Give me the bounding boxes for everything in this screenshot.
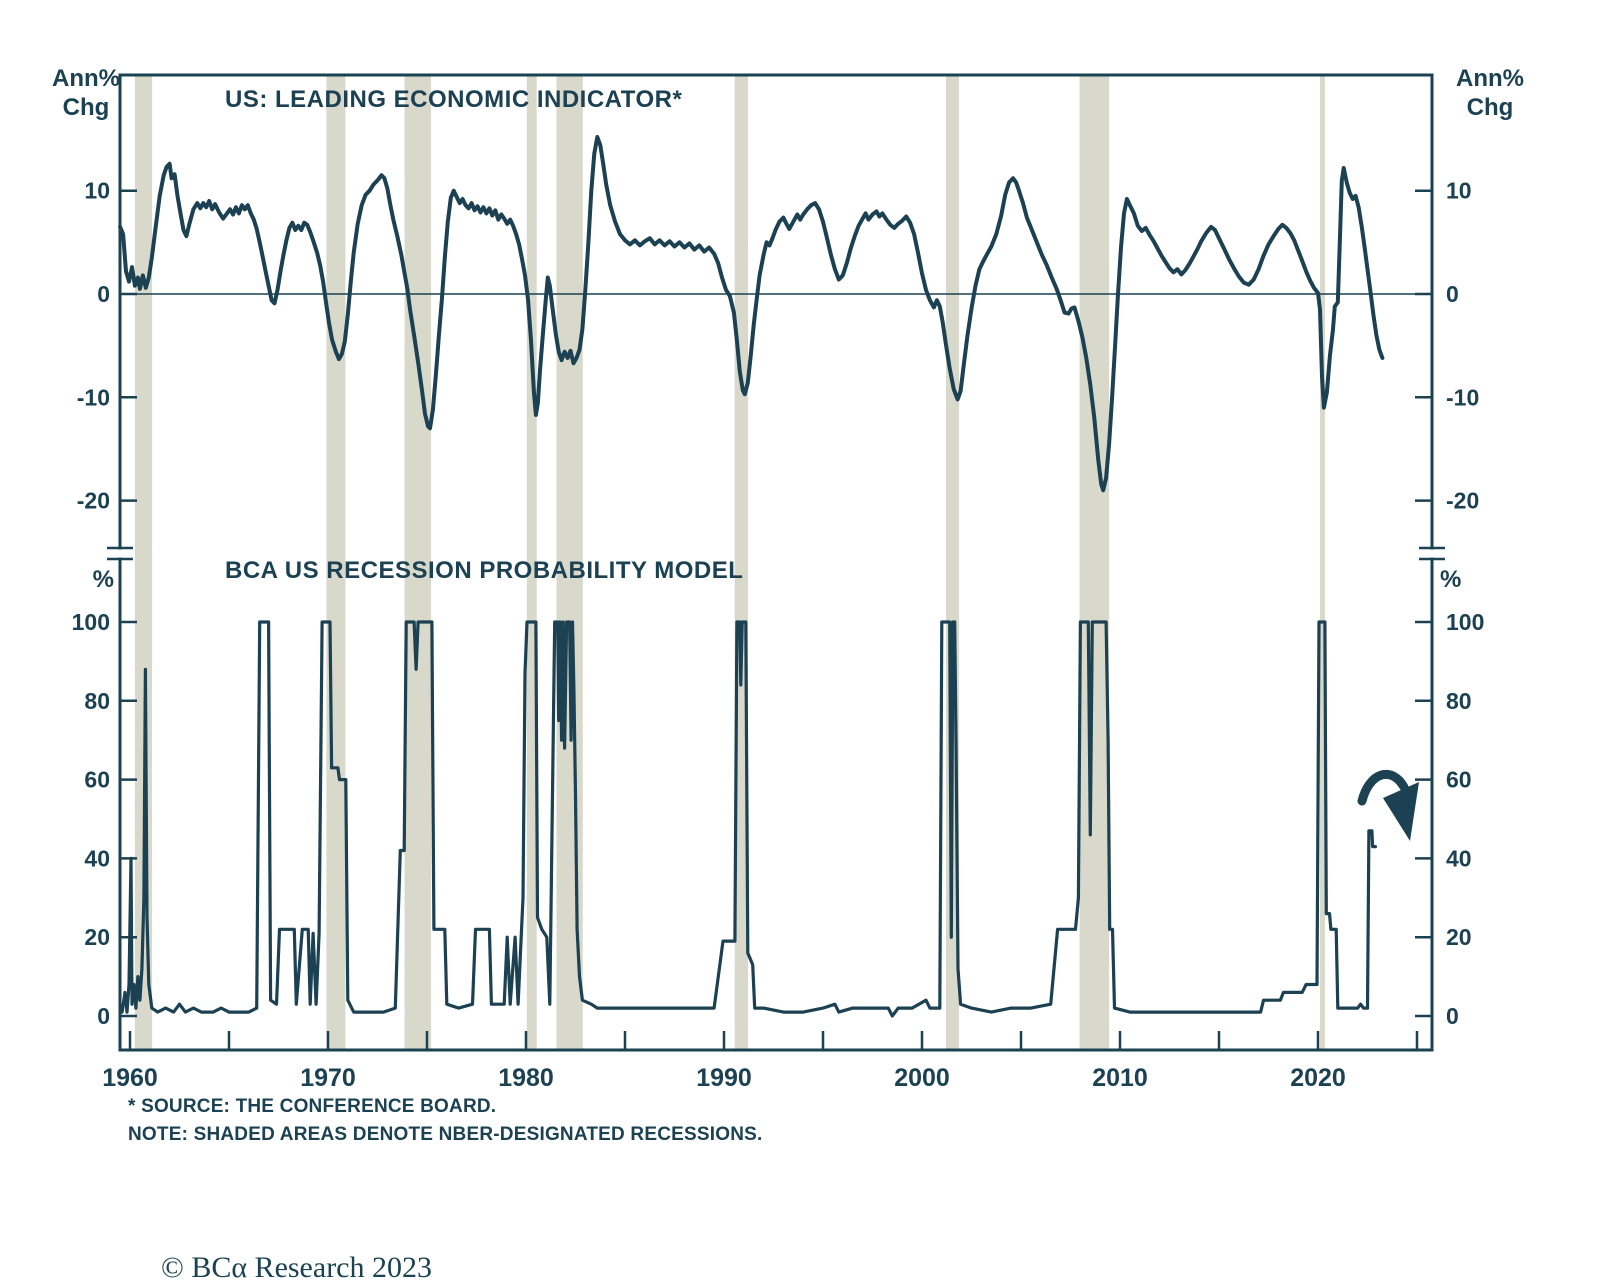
- x-tick-label: 1960: [102, 1064, 158, 1092]
- y-tick-label: -20: [1446, 487, 1480, 514]
- y-axis-unit-bottom-right: %: [1440, 566, 1462, 593]
- y-axis-unit-top-right: [1438, 64, 1542, 122]
- y-tick-label: 10: [84, 177, 110, 204]
- y-axis-unit-line1: Ann%: [52, 65, 120, 92]
- recession-band: [1080, 77, 1110, 1049]
- y-tick-label: 20: [1446, 924, 1472, 951]
- y-tick-label: 20: [84, 924, 110, 951]
- y-tick-label: -10: [1446, 384, 1480, 411]
- y-tick-label: 0: [97, 1003, 110, 1029]
- curved-arrow-head-icon: [1383, 782, 1419, 841]
- y-tick-label: 100: [71, 609, 110, 635]
- bottom-panel-title: BCA US RECESSION PROBABILITY MODEL: [225, 557, 744, 584]
- y-tick-label: 80: [84, 687, 110, 714]
- y-tick-label: -20: [76, 487, 110, 514]
- x-tick-label: 1980: [498, 1064, 554, 1092]
- x-tick-label: 2020: [1290, 1064, 1346, 1092]
- scale-break-right-gap: [1425, 550, 1439, 558]
- x-tick-label: 1970: [300, 1064, 356, 1092]
- footnote-recession-note: NOTE: SHADED AREAS DENOTE NBER-DESIGNATED RECESSIONS.: [128, 1124, 763, 1145]
- y-tick-label: 0: [1446, 281, 1459, 307]
- y-tick-label: 60: [1446, 766, 1472, 793]
- scale-break-left-gap: [113, 550, 127, 558]
- y-tick-label: -10: [76, 384, 110, 411]
- lei-line: [120, 137, 1382, 490]
- y-tick-label: 0: [97, 281, 110, 307]
- x-tick-label: 2010: [1092, 1064, 1148, 1092]
- top-panel-title: US: LEADING ECONOMIC INDICATOR*: [225, 86, 683, 113]
- y-axis-unit-line1: Ann%: [1456, 65, 1524, 92]
- y-axis-unit-line2: Chg: [62, 94, 110, 121]
- y-axis-unit-top-left: [34, 64, 138, 122]
- bca-research-logo: © BCα Research 2023: [161, 1251, 432, 1284]
- y-tick-label: 60: [84, 766, 110, 793]
- y-tick-label: 10: [1446, 177, 1472, 204]
- probability-line: [120, 622, 1375, 1016]
- y-tick-label: 100: [1446, 609, 1485, 635]
- y-tick-label: 40: [84, 845, 110, 872]
- y-axis-unit-line2: Chg: [1466, 94, 1514, 121]
- y-tick-label: 80: [1446, 687, 1472, 714]
- y-tick-label: 40: [1446, 845, 1472, 872]
- y-axis-unit-bottom-left: %: [92, 566, 114, 593]
- y-tick-label: 0: [1446, 1003, 1459, 1029]
- footnote-source: * SOURCE: THE CONFERENCE BOARD.: [128, 1096, 497, 1117]
- recession-band: [1320, 77, 1325, 1049]
- x-tick-label: 2000: [894, 1064, 950, 1092]
- x-tick-label: 1990: [696, 1064, 752, 1092]
